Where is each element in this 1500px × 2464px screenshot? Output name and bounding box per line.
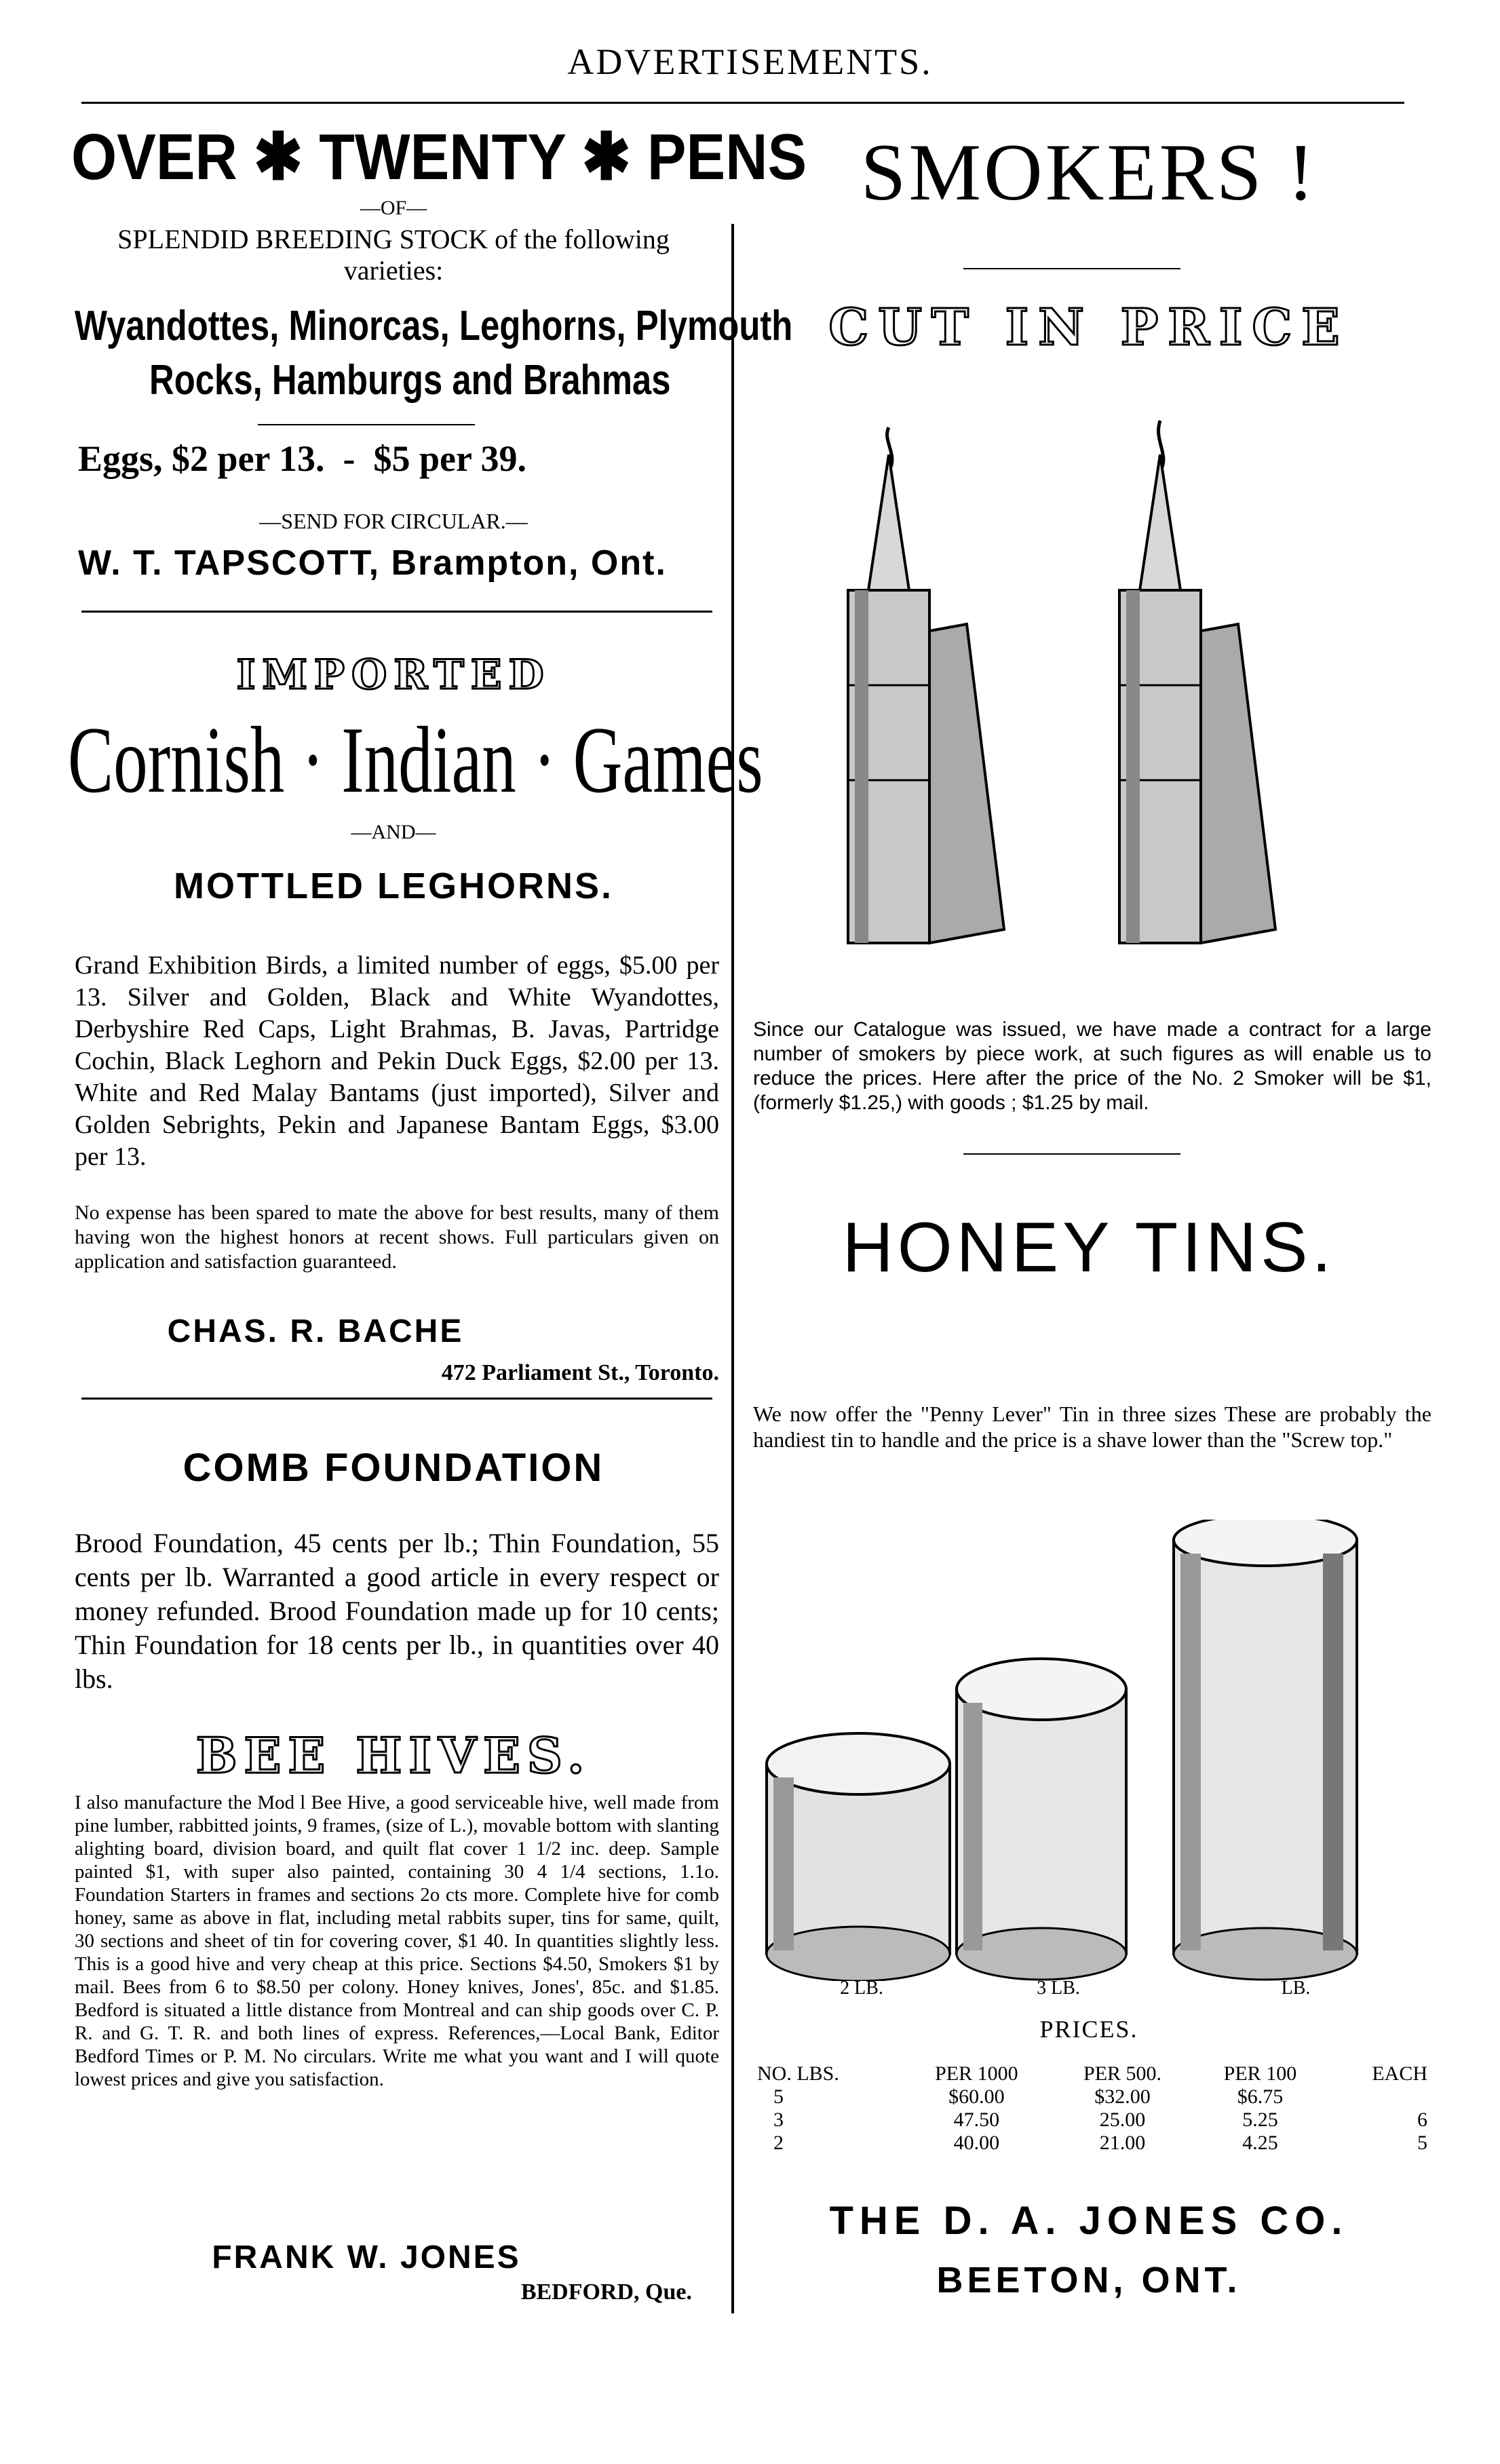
pens-breeds-line2: Rocks, Hamburgs and Brahmas bbox=[149, 357, 671, 404]
hives-para: I also manufacture the Mod l Bee Hive, a good serviceable hive, well made from pine lumber, rabbitted joints, 9 frames, (size of L.), movable bottom with slanting alighting board, division board, and quilt flat cover 1 1/2 inc. deep. Sample painted $1, with super also painted, containing 30 4 1/4 sections, 1.1o. Foundation Starters in frames and sections 2o cts more. Complete hive for comb honey, same as above in flat, including metal rabbits super, tins for same, quilt, 30 sections and sheet of tin for covering cover, $1 40. In quantities slightly less. This is a good hive and very cheap at this price. Sections $4.50, Smokers $1 by mail. Bees from 6 to $8.50 per colony. Honey knives, Jones', 85c. and $1.85. Bedford is situated a little distance from Montreal and can ship goods over C. P. R. and G. T. R. and both lines of express. References,—Local Bank, Editor Bedford Times or P. M. No circulars. Write me what you want and I will quote lowest prices and give you satisfaction. bbox=[75, 1792, 719, 2090]
games-para2: No expense has been spared to mate the above for best results, many of them having won the highest honors at recent shows. Full particulars given on application and satisfaction guaranteed. bbox=[75, 1201, 719, 1273]
hives-advertiser: FRANK W. JONES bbox=[212, 2239, 521, 2275]
tin-medium-icon bbox=[957, 1659, 1126, 1980]
smokers-rule bbox=[963, 268, 1180, 269]
smoker-icon bbox=[848, 427, 1004, 943]
prices-header: NO. LBS. bbox=[757, 2062, 839, 2085]
price-cell: 4.25 bbox=[1242, 2132, 1278, 2154]
tin-size-label: LB. bbox=[1281, 1978, 1311, 1999]
tin-large-icon bbox=[1174, 1520, 1357, 1980]
price-cell: 5.25 bbox=[1242, 2109, 1278, 2131]
prices-header-row bbox=[753, 2062, 1431, 2085]
price-cell: 40.00 bbox=[953, 2132, 1000, 2154]
price-cell: 21.00 bbox=[1099, 2132, 1146, 2154]
company-location: BEETON, ONT. bbox=[936, 2260, 1242, 2301]
price-cell: 5 bbox=[1417, 2132, 1427, 2154]
tins-illustration bbox=[753, 1520, 1431, 1981]
games-title: Cornish · Indian · Games bbox=[68, 708, 763, 813]
pens-title: OVER ✱ TWENTY ✱ PENS bbox=[71, 121, 807, 193]
pens-advertiser: W. T. TAPSCOTT, Brampton, Ont. bbox=[78, 543, 667, 583]
pens-rule bbox=[258, 424, 475, 425]
prices-header: EACH bbox=[1372, 2062, 1427, 2085]
price-cell bbox=[1327, 2085, 1431, 2109]
page-header-title: ADVERTISEMENTS. bbox=[567, 41, 933, 82]
hives-title: BEE HIVES. bbox=[195, 1727, 592, 1784]
table-row bbox=[753, 2085, 1431, 2109]
prices-header: PER 1000 bbox=[935, 2062, 1018, 2085]
column-divider bbox=[731, 224, 734, 2313]
prices-title: PRICES. bbox=[1039, 2016, 1138, 2043]
pens-eggs-price: Eggs, $2 per 13. - $5 per 39. bbox=[78, 438, 526, 479]
comb-title: COMB FOUNDATION bbox=[182, 1446, 604, 1490]
table-row bbox=[753, 2132, 1431, 2155]
table-row bbox=[753, 2109, 1431, 2132]
pens-intro: SPLENDID BREEDING STOCK of the following varieties: bbox=[117, 224, 670, 286]
smokers-para: Since our Catalogue was issued, we have made a contract for a large number of smokers by piece work, at such figures as will enable us to reduce the prices. Here after the price of the No. 2 Smoker will be $1, (formerly $1.25,) with goods ; $1.25 by mail. bbox=[753, 1018, 1431, 1114]
tins-para: We now offer the "Penny Lever" Tin in three sizes These are probably the handiest tin to handle and the price is a shave lower than the "Screw top." bbox=[753, 1402, 1431, 1452]
prices-header: PER 100 bbox=[1223, 2062, 1297, 2085]
smokers-subtitle: CUT IN PRICE bbox=[828, 299, 1349, 357]
smokers-illustration bbox=[780, 400, 1391, 984]
games-and: —AND— bbox=[351, 821, 436, 843]
smokers-title: SMOKERS ! bbox=[860, 127, 1318, 217]
hives-address: BEDFORD, Que. bbox=[520, 2279, 692, 2305]
games-subtitle: MOTTLED LEGHORNS. bbox=[174, 866, 613, 906]
tins-rule bbox=[963, 1153, 1180, 1155]
price-cell: 25.00 bbox=[1099, 2109, 1146, 2131]
smoker-icon bbox=[1119, 421, 1275, 943]
company-name: THE D. A. JONES CO. bbox=[829, 2199, 1349, 2243]
pens-bottom-rule bbox=[81, 611, 712, 613]
header-rule bbox=[81, 102, 1404, 104]
pens-of: —OF— bbox=[360, 197, 427, 219]
price-cell: 47.50 bbox=[953, 2109, 1000, 2131]
tin-small-icon bbox=[767, 1733, 950, 1981]
price-cell: $60.00 bbox=[948, 2085, 1005, 2108]
games-bottom-rule bbox=[81, 1398, 712, 1400]
games-advertiser: CHAS. R. BACHE bbox=[167, 1313, 464, 1349]
games-para1: Grand Exhibition Birds, a limited number of eggs, $5.00 per 13. Silver and Golden, Black and White Wyandottes, Derbyshire Red Caps, Light Brahmas, B. Javas, Partridge Cochin, Black Leghorn and Pekin Duck Eggs, $2.00 per 13. White and Red Malay Bantams (just imported), Silver and Golden Sebrights, Pekin and Japanese Bantam Eggs, $3.00 per 13. bbox=[75, 951, 719, 1171]
prices-header: PER 500. bbox=[1083, 2062, 1162, 2085]
games-imported: IMPORTED bbox=[236, 651, 551, 699]
comb-para: Brood Foundation, 45 cents per lb.; Thin Foundation, 55 cents per lb. Warranted a good article in every respect or money refunded. Brood Foundation made up for 10 cents; Thin Foundation for 18 cents per lb., in quantities over 40 lbs. bbox=[75, 1528, 719, 1694]
price-cell: $32.00 bbox=[1094, 2085, 1151, 2108]
prices-table bbox=[753, 2062, 1431, 2155]
price-cell: 2 bbox=[773, 2132, 784, 2154]
price-cell: 5 bbox=[773, 2085, 784, 2108]
price-cell: $6.75 bbox=[1237, 2085, 1284, 2108]
tins-title: HONEY TINS. bbox=[842, 1208, 1336, 1287]
price-cell: 3 bbox=[773, 2109, 784, 2131]
price-cell: 6 bbox=[1417, 2109, 1427, 2131]
tin-size-label: 3 LB. bbox=[1037, 1978, 1080, 1999]
tin-size-label: 2 LB. bbox=[840, 1978, 883, 1999]
pens-circular: —SEND FOR CIRCULAR.— bbox=[259, 509, 528, 533]
pens-breeds-line1: Wyandottes, Minorcas, Leghorns, Plymouth bbox=[75, 303, 793, 349]
games-address: 472 Parliament St., Toronto. bbox=[441, 1360, 719, 1385]
